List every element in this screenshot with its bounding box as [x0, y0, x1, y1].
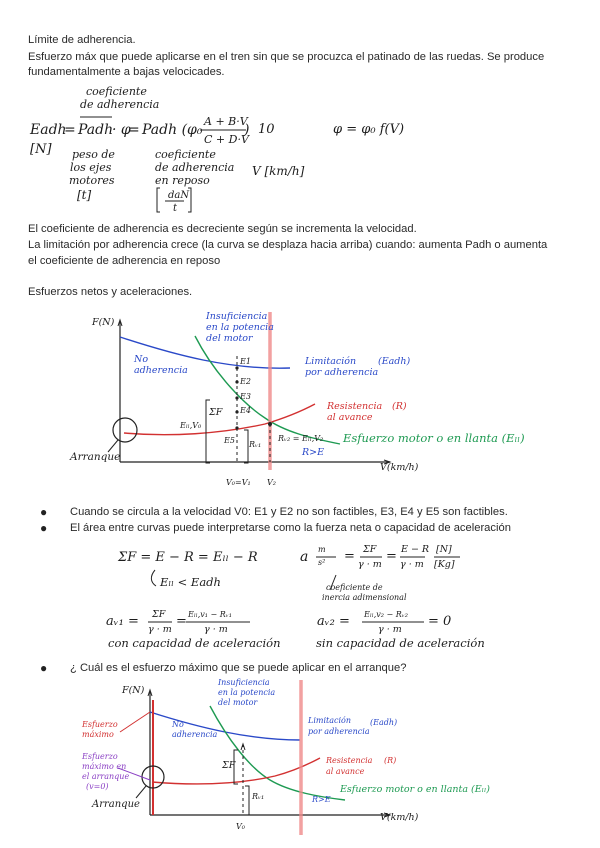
formula-rhs: Padh (φ₀: [142, 122, 203, 138]
formula-eq: =: [386, 549, 397, 564]
fraction-denominator: C + D·V: [204, 133, 249, 146]
fraction-numerator: A + B·V: [204, 115, 248, 128]
formula-equals: =: [64, 122, 76, 138]
curve-resistance: [152, 758, 320, 784]
label-no-adherencia: No: [172, 720, 184, 729]
x-axis-label: V(km/h): [380, 812, 419, 823]
formula-ten: 10: [258, 122, 275, 137]
units-n: [N]: [436, 544, 452, 555]
label-insuficiencia: del motor: [218, 698, 258, 707]
formula-padh: Padh: [78, 122, 114, 138]
label-insuficiencia: en la potencia: [218, 688, 276, 697]
note-peso: motores: [69, 174, 115, 187]
label-limitacion: por adherencia: [305, 367, 379, 378]
label-limitacion: (Eadh): [370, 718, 398, 727]
label-ell-v0: Eₗₗ,V₀: [180, 421, 202, 430]
label-resistencia: al avance: [327, 412, 373, 423]
label-insuficiencia: del motor: [206, 333, 253, 344]
formula-av1: aᵥ₁ =: [106, 614, 139, 629]
paragraph-line: fundamentalmente a bajas velocicades.: [28, 66, 225, 78]
label-insuficiencia: Insuficiencia: [206, 311, 268, 322]
y-axis-label: F(N): [92, 317, 115, 328]
label-v0: V₀=V₁: [226, 478, 251, 487]
unit-ton: [t]: [77, 188, 92, 202]
label-esfuerzo-max: Esfuerzo: [82, 720, 118, 729]
paragraph-line: el coeficiente de adherencia en reposo: [28, 255, 221, 267]
formula-zero: = 0: [428, 614, 452, 629]
label-e3: E3: [240, 392, 251, 401]
unit-s2: s²: [318, 558, 326, 567]
frac-den: γ · m: [378, 624, 402, 635]
frac-num: Eₗₗ,v₁ − Rᵥ₁: [188, 610, 232, 619]
label-e4: E4: [240, 406, 251, 415]
label-no-adherencia: No: [134, 354, 149, 365]
note-sin-capacidad: sin capacidad de aceleración: [316, 636, 485, 650]
label-rv2: Rᵥ₂ = Eₗₗ,V₂: [278, 434, 324, 443]
label-limitacion: por adherencia: [308, 727, 370, 736]
formula-a: a: [300, 549, 309, 565]
unit-dan: daN: [168, 190, 190, 201]
unit-t: t: [173, 203, 178, 214]
label-insuficiencia: Insuficiencia: [218, 678, 270, 687]
label-sigma-f: ΣF: [209, 407, 223, 418]
paragraph-line: La limitación por adherencia crece (la curva se desplaza hacia arriba) cuando: aumenta Padh o aumenta: [28, 239, 548, 251]
unit-newton: [N]: [30, 142, 52, 157]
bullet-dot: ●: [40, 661, 48, 675]
label-e1: E1: [240, 357, 251, 366]
label-esfuerzo-motor: Esfuerzo motor o en llanta (Eₗₗ): [343, 431, 525, 445]
formula-dot-phi: · φ: [112, 122, 131, 138]
formula-ell-lt: Eₗₗ < Eadh: [160, 575, 221, 589]
note-de-adherencia: de adherencia: [80, 98, 160, 111]
section-heading-adherencia: Límite de adherencia.: [28, 34, 136, 46]
label-rv1: Rᵥ₁: [252, 792, 265, 801]
bullet-dot: ●: [40, 521, 48, 535]
bracket-left: [157, 188, 160, 212]
arranque-circle: [113, 418, 137, 442]
curve-motor: [195, 336, 340, 444]
note-peso: peso de: [72, 148, 115, 161]
label-resistencia: (R): [384, 756, 397, 765]
label-no-adherencia: adherencia: [172, 730, 218, 739]
label-v2: V₂: [267, 478, 276, 487]
label-r-gt-e: R>E: [312, 795, 331, 804]
note-coef-reposo: de adherencia: [155, 161, 235, 174]
label-resistencia: Resistencia: [326, 756, 373, 765]
frac-den: γ · m: [400, 559, 424, 570]
label-resistencia: (R): [392, 401, 407, 412]
note-peso: los ejes: [70, 161, 112, 174]
formula-eq: =: [344, 549, 355, 564]
frac-num: ΣF: [152, 609, 166, 620]
label-esfuerzo-arranque: Esfuerzo: [82, 752, 118, 761]
y-axis-label: F(N): [122, 685, 145, 696]
frac-num: ΣF: [363, 544, 377, 555]
label-limitacion: Limitación: [305, 356, 357, 367]
note-coeficiente: coeficiente: [86, 85, 147, 98]
label-rv1: Rᵥ₁: [249, 440, 262, 449]
formula-av2: aᵥ₂ =: [317, 614, 350, 629]
label-no-adherencia: adherencia: [134, 365, 188, 376]
label-esfuerzo-arranque: el arranque: [82, 772, 130, 781]
label-esfuerzo-arranque: máximo en: [82, 762, 127, 771]
label-e2: E2: [240, 377, 251, 386]
bracket-right: [188, 188, 191, 212]
label-e5: E5: [224, 436, 235, 445]
unit-m: m: [318, 545, 326, 554]
formula-equals: =: [128, 122, 140, 138]
formula-sumf: ΣF = E − R = Eₗₗ − R: [118, 550, 258, 565]
frac-num: Eₗₗ,v₂ − Rᵥ₂: [364, 610, 408, 619]
label-arranque: Arranque: [92, 799, 140, 810]
x-axis-label: V(km/h): [380, 462, 419, 473]
label-sigma-f: ΣF: [222, 760, 236, 771]
formula-rhs-close: ): [244, 122, 250, 138]
label-esfuerzo-arranque: (v=0): [86, 782, 109, 791]
frac-den: γ · m: [204, 624, 228, 635]
note-coef-inercia: inercia adimensional: [322, 593, 407, 602]
bullet-dot: ●: [40, 505, 48, 519]
label-limitacion: Limitación: [308, 716, 352, 725]
paragraph-line: El coeficiente de adherencia es decreciente según se incrementa la velocidad.: [28, 223, 417, 235]
label-arranque: Arranque: [70, 451, 121, 463]
note-coef-reposo: en reposo: [155, 174, 210, 187]
label-esfuerzo-motor: Esfuerzo motor o en llanta (Eₗₗ): [340, 784, 490, 795]
label-resistencia: Resistencia: [327, 401, 383, 412]
section-heading-esfuerzos: Esfuerzos netos y aceleraciones.: [28, 286, 193, 298]
label-resistencia: al avance: [326, 767, 365, 776]
bullet-text: Cuando se circula a la velocidad V0: E1 y E2 no son factibles, E3, E4 y E5 son factibles.: [70, 506, 508, 518]
frac-num: E − R: [401, 544, 430, 555]
bullet-text: ¿ Cuál es el esfuerzo máximo que se puede aplicar en el arranque?: [70, 662, 407, 674]
label-esfuerzo-max: máximo: [82, 730, 114, 739]
bullet-text: El área entre curvas puede interpretarse como la fuerza neta o capacidad de aceleración: [70, 522, 511, 534]
units-kg: [Kg]: [434, 559, 455, 570]
formula-lhs-eadh: Eadh: [30, 122, 67, 138]
label-insuficiencia: en la potencia: [206, 322, 274, 333]
formula-phi-relation: φ = φ₀ f(V): [333, 122, 405, 137]
label-r-gt-e: R>E: [302, 447, 325, 458]
paragraph-line: Esfuerzo máx que puede aplicarse en el tren sin que se procuzca el patinado de las ruedas. Se produce: [28, 51, 545, 63]
formula-eq: =: [176, 614, 187, 629]
note-coef-inercia: coeficiente de: [326, 583, 383, 592]
label-limitacion: (Eadh): [378, 356, 411, 367]
frac-den: γ · m: [358, 559, 382, 570]
label-v0: V₀: [236, 822, 245, 831]
unit-kmh: V [km/h]: [252, 164, 305, 178]
note-con-capacidad: con capacidad de aceleración: [108, 636, 281, 650]
note-coef-reposo: coeficiente: [155, 148, 216, 161]
frac-den: γ · m: [148, 624, 172, 635]
